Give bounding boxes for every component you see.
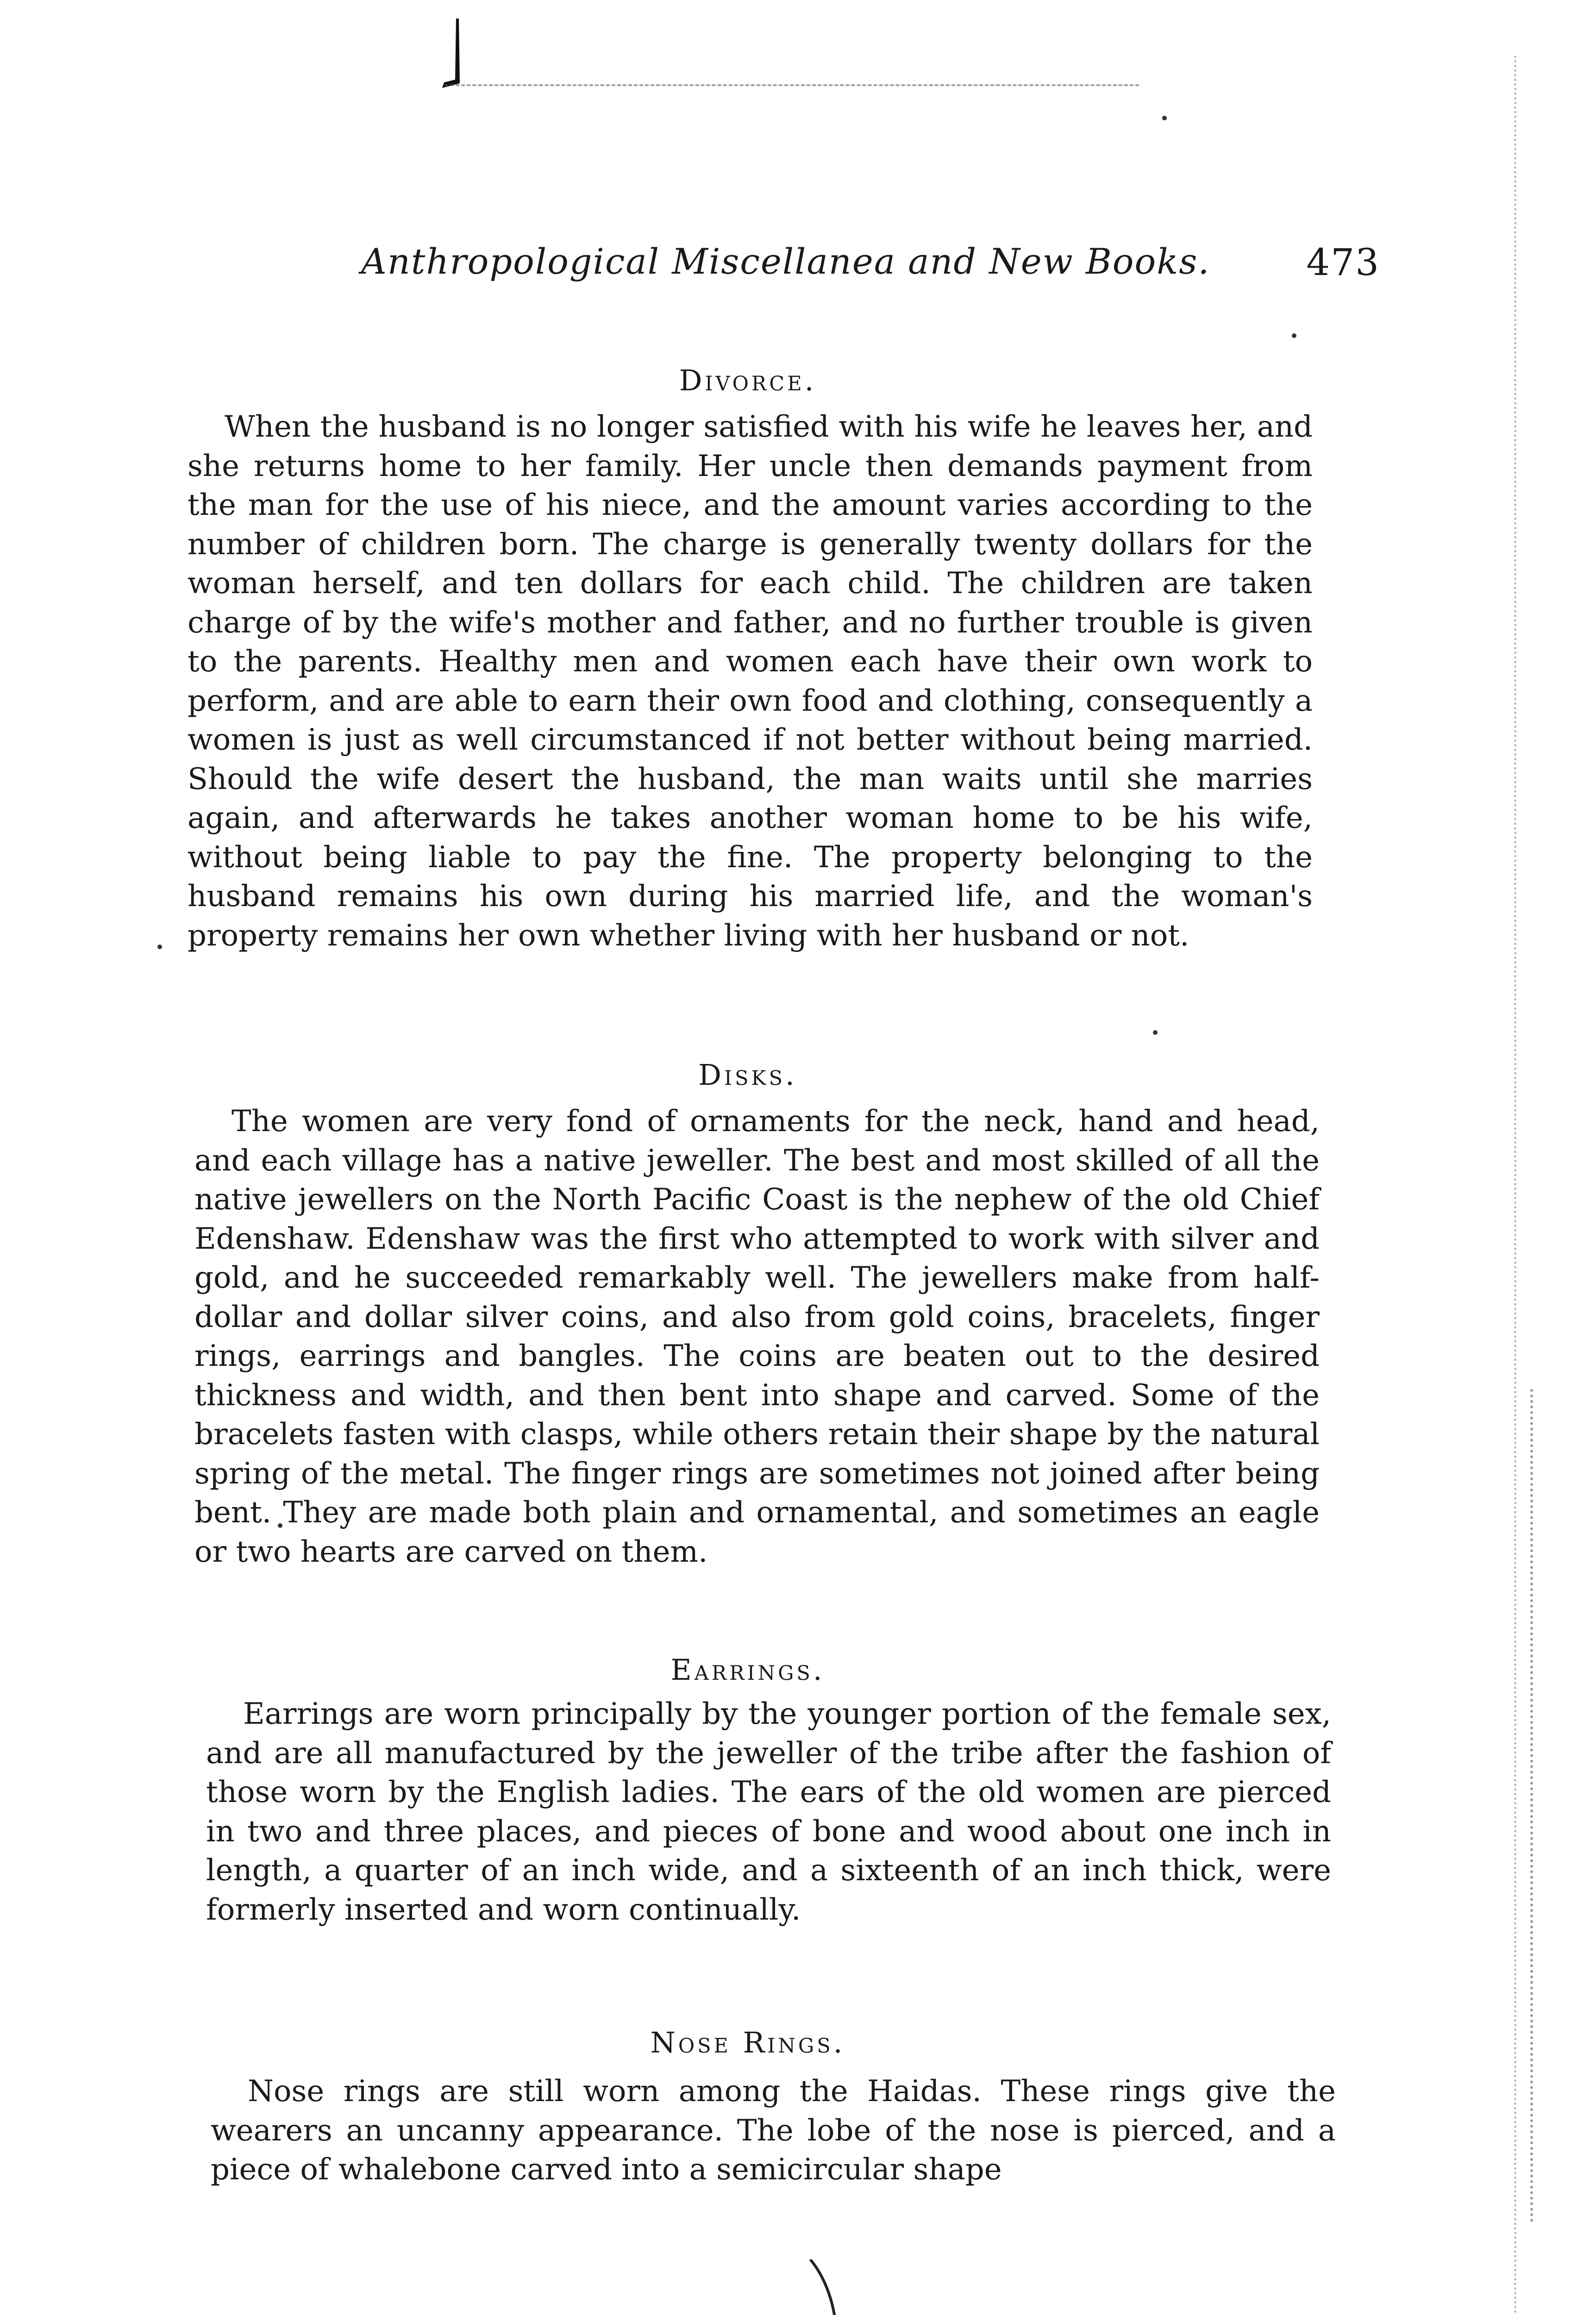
ink-mark bbox=[442, 19, 461, 88]
scan-speck bbox=[1162, 116, 1167, 120]
scan-speck bbox=[1153, 1030, 1158, 1035]
running-head-title: Anthropological Miscellanea and New Books. bbox=[361, 241, 1210, 282]
section-heading: Earrings. bbox=[670, 1653, 825, 1687]
section-heading: Divorce. bbox=[679, 363, 817, 397]
section-paragraph: Earrings are worn principally by the younger portion of the female sex, and are all manufactured by the jeweller of the tribe after the fashion of those worn by the English ladies. The ears of the old women are pierced in two and three places, and pieces of bone and wood about one inch in length, a quarter of an inch wide, and a sixteenth of an inch thick, were formerly inserted and worn continually. bbox=[206, 1697, 1331, 1927]
section-paragraph: The women are very fond of ornaments for the neck, hand and head, and each village has a native jeweller. The best and most skilled of all the native jewellers on the North Pacific Coast is the nephew of the old Chief Edenshaw. Edenshaw was the first who attempted to work with silver and gold, and he succeeded remarkably well. The jewellers make from half-dollar and dollar silver coins, and also from gold coins, bracelets, finger rings, earrings and bangles. The coins are beaten out to the desired thickness and width, and then bent into shape and carved. Some of the bracelets fasten with clasps, while others retain their shape by the natural spring of the metal. The finger rings are sometimes not joined after being bent. They are made both plain and ornamental, and sometimes an eagle or two hearts are carved on them. bbox=[194, 1104, 1320, 1569]
section-paragraph: When the husband is no longer satisfied with his wife he leaves her, and she returns home to her family. Her uncle then demands payment from the man for the use of his niece, and the amount varies according to the number of children born. The charge is generally twenty dollars for the woman herself, and ten dollars for each child. The children are taken charge of by the wife's mother and father, and no further trouble is given to the parents. Healthy men and women each have their own work to perform, and are able to earn their own food and clothing, consequently a women is just as well circumstanced if not better without being married. Should the wife desert the husband, the man waits until she marries again, and afterwards he takes another woman home to be his wife, without being liable to pay the fine. The property belonging to the husband remains his own during his married life, and the woman's property remains her own whether living with her husband or not. bbox=[188, 410, 1313, 953]
scan-right-edge-dark bbox=[1530, 1389, 1536, 2222]
page-number: 473 bbox=[1306, 241, 1380, 284]
ink-stroke bbox=[806, 2259, 898, 2315]
scan-speck bbox=[157, 945, 162, 949]
scan-right-edge bbox=[1514, 56, 1520, 2315]
scan-speck bbox=[1292, 333, 1296, 338]
scan-edge-rule bbox=[444, 84, 1139, 88]
running-head bbox=[361, 241, 1380, 292]
section-paragraph: Nose rings are still worn among the Haidas. These rings give the wearers an uncanny appearance. The lobe of the nose is pierced, and a piece of whalebone carved into a semicircular shape bbox=[211, 2074, 1336, 2187]
section-heading: Nose Rings. bbox=[650, 2026, 845, 2059]
section-heading: Disks. bbox=[698, 1058, 797, 1092]
